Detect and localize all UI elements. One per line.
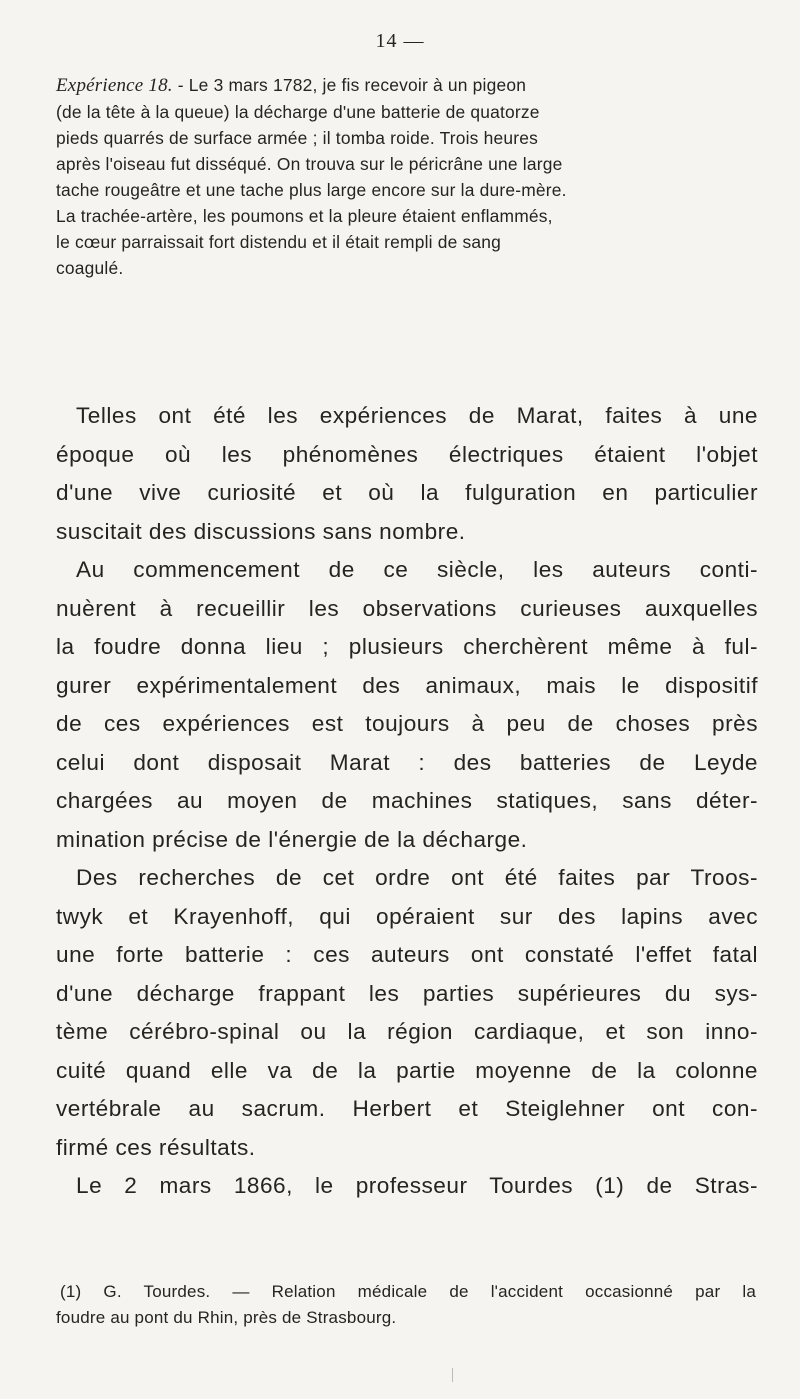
paragraph-line: d'une vive curiosité et où la fulguration en particulier: [56, 480, 758, 505]
paragraph-line: twyk et Krayenhoff, qui opéraient sur des lapins avec: [56, 903, 758, 929]
paragraph-line: mination précise de l'énergie de la décharge.: [56, 826, 528, 852]
experience-line: - Le 3 mars 1782, je fis recevoir à un pigeon: [172, 75, 527, 95]
page-number: 14 —: [375, 30, 425, 52]
experience-line: pieds quarrés de surface armée ; il tomba roide. Trois heures: [56, 128, 538, 148]
experience-paragraph: [56, 72, 756, 281]
scan-mark: [452, 1368, 453, 1382]
paragraph-line: Des recherches de cet ordre ont été faites par Troos-: [76, 865, 758, 890]
paragraph-line: chargées au moyen de machines statiques, sans déter-: [56, 788, 758, 813]
experience-line: coagulé.: [56, 258, 124, 278]
paragraph-line: tème cérébro-spinal ou la région cardiaque, et son inno-: [56, 1019, 758, 1044]
footnote-line: (1) G. Tourdes. — Relation médicale de l'accident occasionné par la: [60, 1282, 756, 1301]
paragraph-line: époque où les phénomènes électriques étaient l'objet: [56, 441, 758, 467]
paragraph-line: la foudre donna lieu ; plusieurs cherchèrent même à ful-: [56, 634, 758, 659]
experience-line: tache rougeâtre et une tache plus large encore sur la dure-mère.: [56, 180, 567, 200]
paragraph-line: cuité quand elle va de la partie moyenne de la colonne: [56, 1057, 758, 1083]
experience-line: (de la tête à la queue) la décharge d'une batterie de quatorze: [56, 102, 540, 122]
paragraph-line: Au commencement de ce siècle, les auteurs conti-: [76, 557, 758, 582]
paragraph-line: Telles ont été les expériences de Marat, faites à une: [76, 403, 758, 428]
paragraph-line: suscitait des discussions sans nombre.: [56, 518, 466, 544]
paragraph-line: gurer expérimentalement des animaux, mais le dispositif: [56, 672, 758, 698]
footnote-line: foudre au pont du Rhin, près de Strasbourg.: [56, 1308, 397, 1327]
experience-line: après l'oiseau fut disséqué. On trouva sur le péricrâne une large: [56, 154, 563, 174]
paragraph-line: vertébrale au sacrum. Herbert et Steiglehner ont con-: [56, 1096, 758, 1121]
experience-line: La trachée-artère, les poumons et la pleure étaient enflammés,: [56, 206, 553, 226]
experience-label: Expérience 18.: [56, 75, 173, 96]
paragraph-line: d'une décharge frappant les parties supérieures du sys-: [56, 980, 758, 1006]
paragraph-line: Le 2 mars 1866, le professeur Tourdes (1) de Stras-: [76, 1173, 758, 1198]
paragraph-line: firmé ces résultats.: [56, 1134, 256, 1160]
main-text: [56, 397, 758, 1206]
paragraph-line: nuèrent à recueillir les observations curieuses auxquelles: [56, 595, 758, 621]
footnote: [56, 1279, 756, 1331]
experience-line: le cœur parraissait fort distendu et il était rempli de sang: [56, 232, 502, 252]
paragraph-line: une forte batterie : ces auteurs ont constaté l'effet fatal: [56, 942, 758, 967]
paragraph-line: de ces expériences est toujours à peu de choses près: [56, 711, 758, 736]
paragraph-line: celui dont disposait Marat : des batteries de Leyde: [56, 749, 758, 775]
